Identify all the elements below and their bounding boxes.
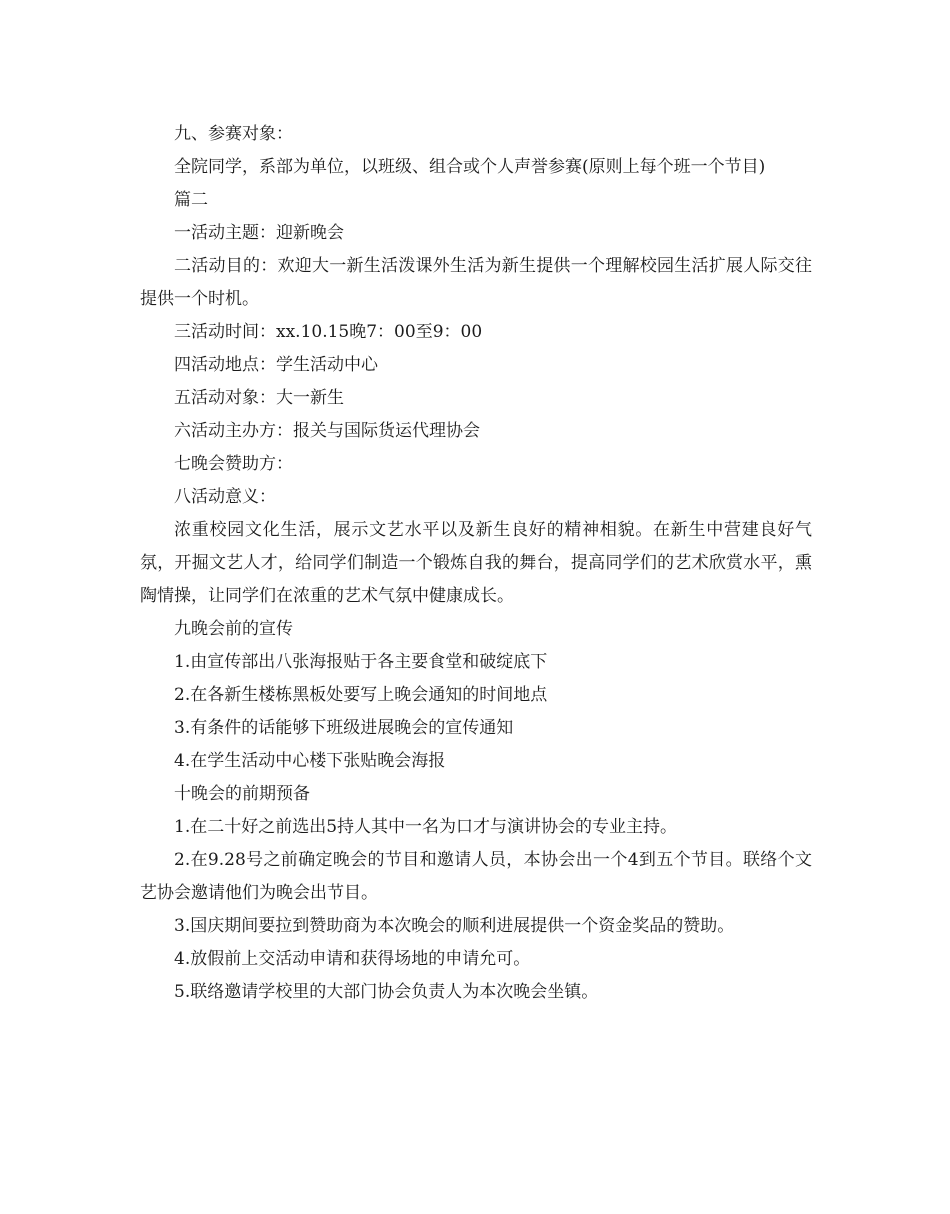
paragraph-purpose: 二活动目的：欢迎大一新生活泼课外生活为新生提供一个理解校园生活扩展人际交往提供一个时机。 <box>140 256 812 309</box>
list-item-promotion-2: 2.在各新生楼栋黑板处要写上晚会通知的时间地点 <box>174 685 548 705</box>
paragraph-significance: 浓重校园文化生活，展示文艺水平以及新生良好的精神相貌。在新生中营建良好气氛，开掘文艺人才，给同学们制造一个锻炼自我的舞台，提高同学们的艺术欣赏水平，熏陶情操，让同学们在浓重的艺术气氛中健康成长。 <box>140 520 812 606</box>
paragraph-promotion-heading: 九晚会前的宣传 <box>174 619 293 639</box>
section-heading-part-two: 篇二 <box>174 190 208 210</box>
list-item-preparation-1: 1.在二十好之前选出5持人其中一名为口才与演讲协会的专业主持。 <box>174 817 678 837</box>
paragraph-sponsor: 七晚会赞助方： <box>174 454 293 474</box>
paragraph-audience: 五活动对象：大一新生 <box>174 388 344 408</box>
paragraph-participants: 全院同学，系部为单位，以班级、组合或个人声誉参赛(原则上每个班一个节目) <box>174 157 766 177</box>
paragraph-organizer: 六活动主办方：报关与国际货运代理协会 <box>174 421 480 441</box>
paragraph-preparation-heading: 十晚会的前期预备 <box>174 784 310 804</box>
paragraph-theme: 一活动主题：迎新晚会 <box>174 223 344 243</box>
document-body <box>140 118 812 1009</box>
list-item-promotion-1: 1.由宣传部出八张海报贴于各主要食堂和破绽底下 <box>174 652 548 672</box>
paragraph-location: 四活动地点：学生活动中心 <box>174 355 378 375</box>
list-item-promotion-3: 3.有条件的话能够下班级进展晚会的宣传通知 <box>174 718 514 738</box>
list-item-preparation-2: 2.在9.28号之前确定晚会的节目和邀请人员，本协会出一个4到五个节目。联络个文艺协会邀请他们为晚会出节目。 <box>140 850 812 903</box>
paragraph-participants-heading: 九、参赛对象： <box>174 124 293 144</box>
list-item-preparation-5: 5.联络邀请学校里的大部门协会负责人为本次晚会坐镇。 <box>174 982 599 1002</box>
list-item-promotion-4: 4.在学生活动中心楼下张贴晚会海报 <box>174 751 446 771</box>
list-item-preparation-3: 3.国庆期间要拉到赞助商为本次晚会的顺利进展提供一个资金奖品的赞助。 <box>174 916 735 936</box>
paragraph-time: 三活动时间：xx.10.15晚7：00至9：00 <box>174 322 483 342</box>
list-item-preparation-4: 4.放假前上交活动申请和获得场地的申请允可。 <box>174 949 531 969</box>
paragraph-significance-heading: 八活动意义： <box>174 487 276 507</box>
